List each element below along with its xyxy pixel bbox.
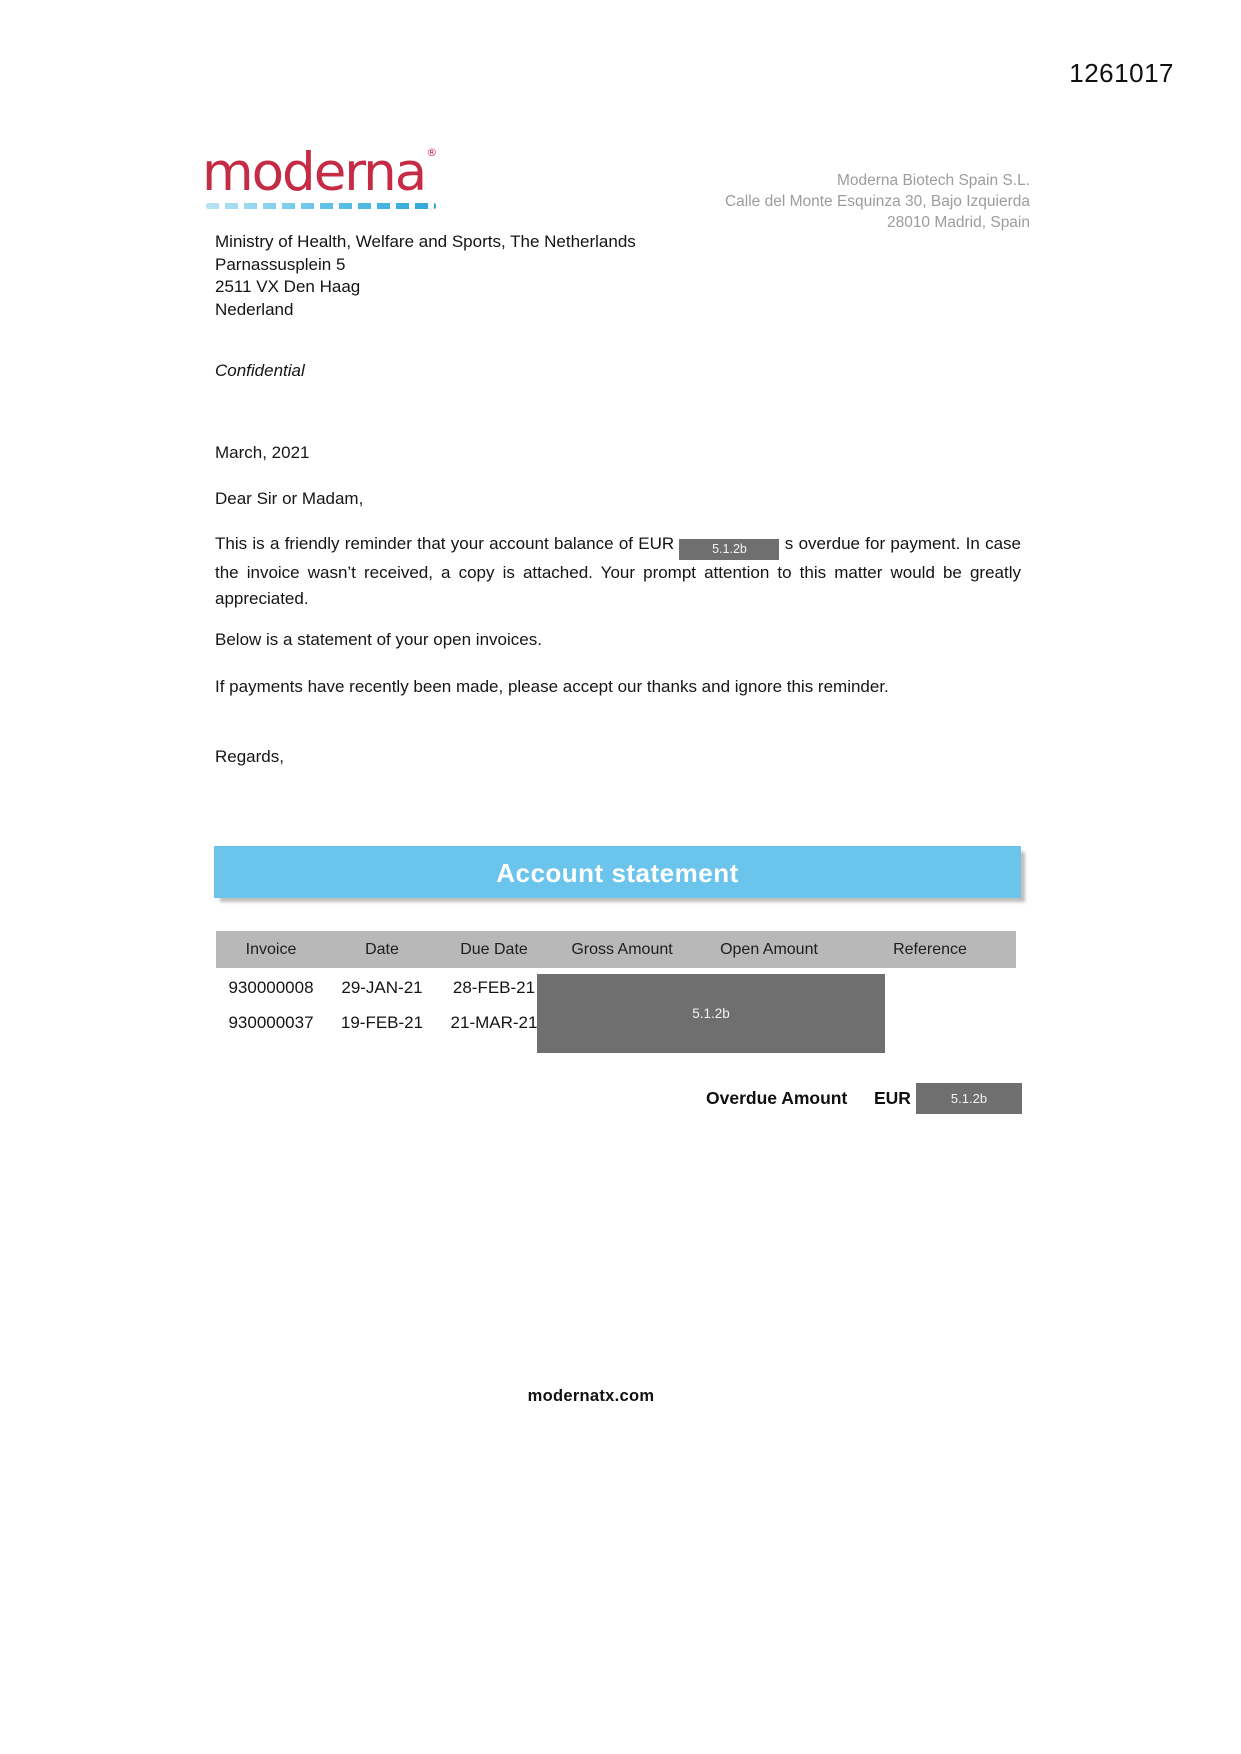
- cell-date: 19-FEB-21: [340, 1013, 424, 1032]
- paragraph-text-after: s overdue for payment. In case the invoice wasn’t received, a copy is attached. Your prompt attention to this matter would be greatly appreciated.: [215, 534, 1021, 608]
- recipient-address: [215, 231, 636, 321]
- redaction-label: 5.1.2b: [692, 1006, 730, 1021]
- statement-title: Account statement: [496, 858, 739, 888]
- overdue-amount-label: Overdue Amount: [706, 1088, 848, 1108]
- footer-website: modernatx.com: [527, 1387, 655, 1405]
- recipient-address-line: 2511 VX Den Haag: [215, 277, 361, 296]
- recipient-address-line: Nederland: [215, 299, 294, 319]
- column-header-due-date: Due Date: [460, 940, 528, 958]
- statement-banner: [214, 846, 1021, 898]
- page-number: 1261017: [1069, 58, 1174, 88]
- sender-address-line: Calle del Monte Esquinza 30, Bajo Izquierda: [724, 193, 1030, 210]
- column-header-invoice: Invoice: [245, 940, 297, 958]
- column-header-reference: Reference: [893, 940, 967, 958]
- confidential-label: Confidential: [215, 361, 305, 380]
- balance-redaction-box: 5.1.2b: [679, 539, 779, 560]
- recipient-address-line: Ministry of Health, Welfare and Sports, The Netherlands: [215, 232, 636, 251]
- moderna-logo-text: moderna: [202, 142, 426, 203]
- cell-invoice: 930000008: [228, 978, 314, 997]
- currency-label: EUR: [874, 1088, 911, 1108]
- table-header-row: [216, 931, 1016, 968]
- cell-due-date: 28-FEB-21: [452, 978, 536, 997]
- moderna-logo: [202, 142, 438, 203]
- amounts-redaction-box: [537, 974, 885, 1053]
- brand-dashes-underline: [206, 203, 436, 209]
- sender-address-line: Moderna Biotech Spain S.L.: [836, 172, 1030, 189]
- body-paragraph-balance: [215, 531, 1021, 612]
- column-header-date: Date: [365, 940, 399, 958]
- column-header-gross-amount: Gross Amount: [571, 940, 673, 958]
- cell-due-date: 21-MAR-21: [450, 1013, 538, 1032]
- body-paragraph-statement: Below is a statement of your open invoices.: [215, 630, 542, 649]
- letter-date: March, 2021: [215, 443, 310, 462]
- body-paragraph-thanks: If payments have recently been made, please accept our thanks and ignore this reminder.: [215, 677, 889, 696]
- cell-invoice: 930000037: [228, 1013, 314, 1032]
- cell-date: 29-JAN-21: [341, 978, 423, 997]
- recipient-address-line: Parnassusplein 5: [215, 254, 346, 274]
- overdue-redaction-box: [916, 1083, 1022, 1114]
- redaction-label: 5.1.2b: [950, 1091, 988, 1106]
- sender-address: [725, 170, 1030, 233]
- sender-address-line: 28010 Madrid, Spain: [886, 214, 1030, 231]
- closing-regards: Regards,: [215, 747, 284, 766]
- column-header-open-amount: Open Amount: [720, 940, 818, 958]
- registered-trademark-icon: ®: [426, 146, 438, 159]
- salutation: Dear Sir or Madam,: [215, 489, 364, 508]
- paragraph-text-before: This is a friendly reminder that your account balance of EUR: [215, 534, 675, 553]
